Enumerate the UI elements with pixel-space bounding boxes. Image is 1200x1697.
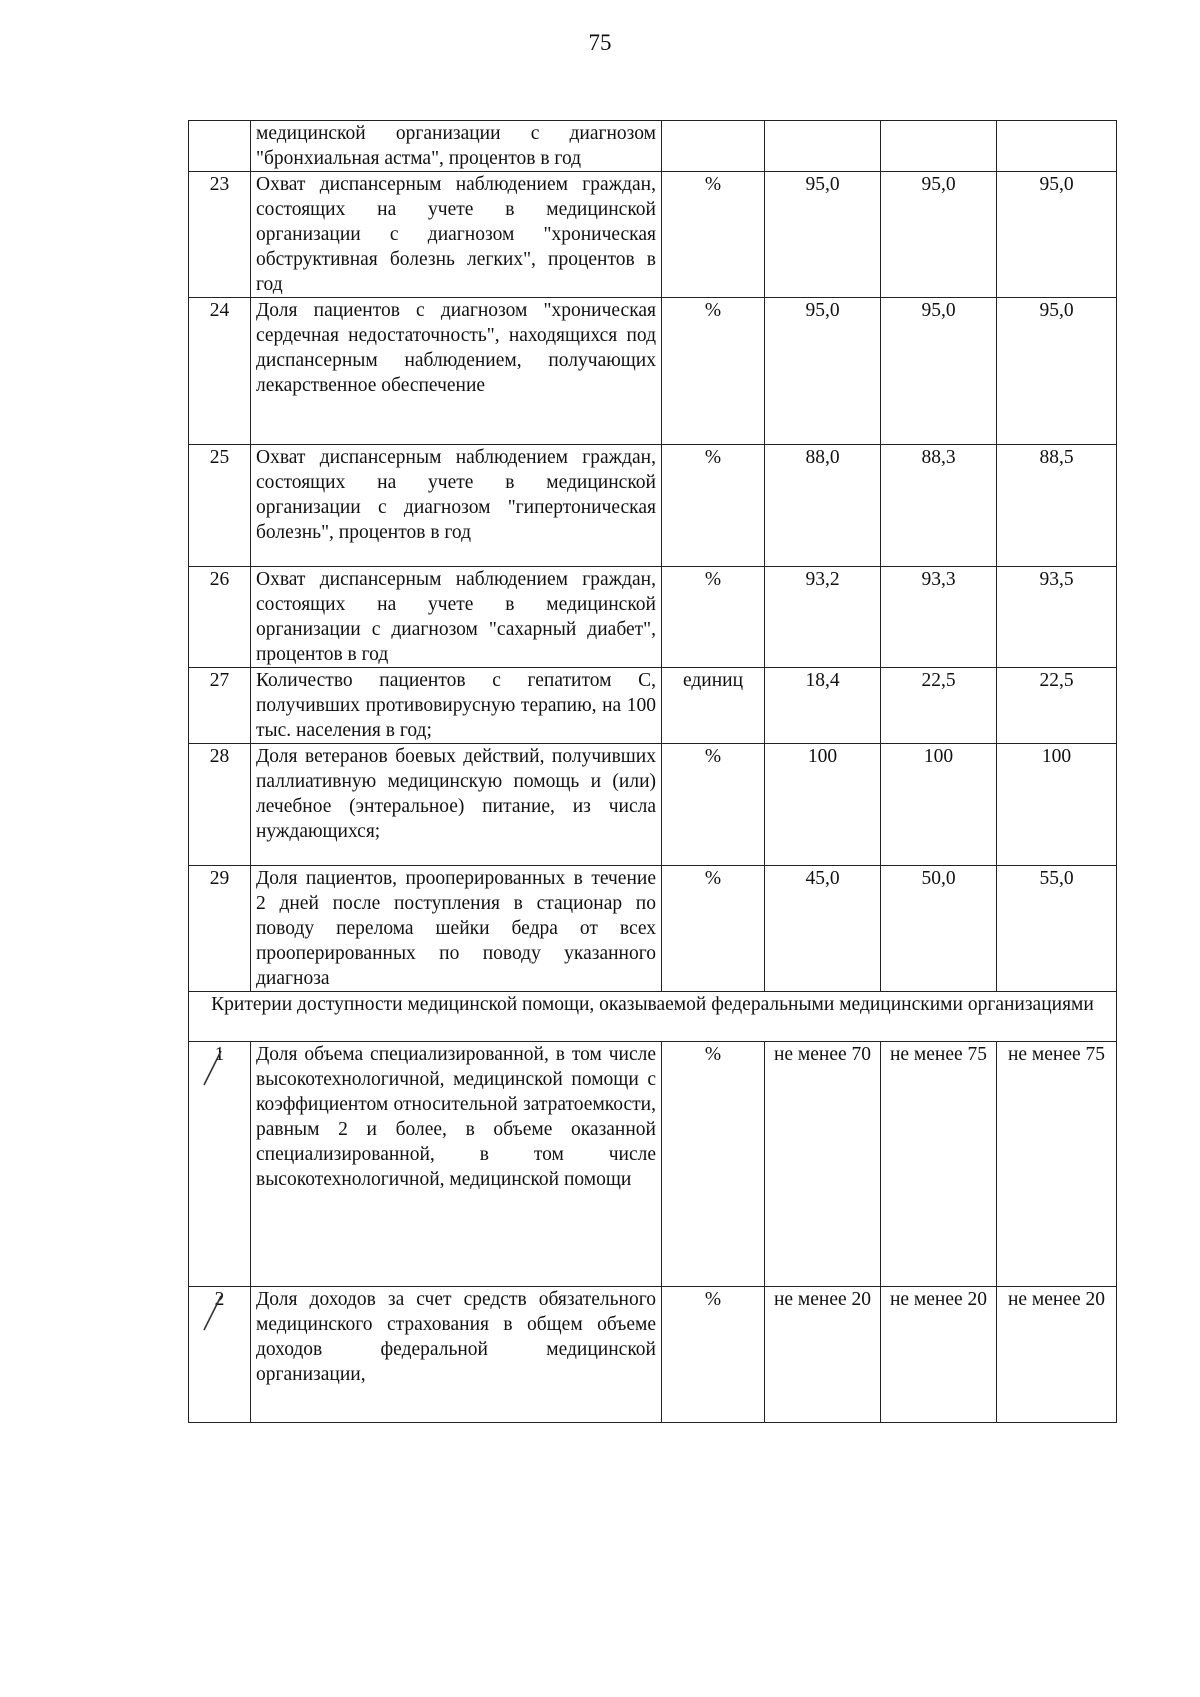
- row-value-3: 100: [997, 744, 1117, 866]
- row-value-3: [997, 121, 1117, 172]
- row-number-cell: [189, 1287, 251, 1423]
- row-value-1: 88,0: [765, 445, 881, 567]
- row-unit: %: [662, 445, 765, 567]
- row-value-1: не менее 20: [765, 1287, 881, 1423]
- row-unit: %: [662, 1042, 765, 1287]
- table-row: [189, 567, 1117, 668]
- row-unit: %: [662, 866, 765, 992]
- page-number: 75: [588, 30, 612, 55]
- row-description: Доля доходов за счет средств обязательного медицинского страхования в общем объеме доходов федеральной медицинской организации,: [251, 1287, 662, 1423]
- row-number: 28: [189, 744, 251, 866]
- table-row: [189, 121, 1117, 172]
- row-unit: единиц: [662, 668, 765, 744]
- row-number-cell: [189, 1042, 251, 1287]
- row-unit: %: [662, 1287, 765, 1423]
- row-value-2: 22,5: [881, 668, 997, 744]
- row-description: Доля пациентов с диагнозом "хроническая сердечная недостаточность", находящихся под диспансерным наблюдением, получающих лекарственное обеспечение: [251, 298, 662, 445]
- row-number: 1: [214, 1044, 225, 1065]
- row-value-2: не менее 75: [881, 1042, 997, 1287]
- row-description: Доля пациентов, прооперированных в течение 2 дней после поступления в стационар по поводу перелома шейки бедра от всех прооперированных по поводу указанного диагноза: [251, 866, 662, 992]
- row-value-2: 100: [881, 744, 997, 866]
- row-value-3: 93,5: [997, 567, 1117, 668]
- row-value-2: 95,0: [881, 298, 997, 445]
- row-value-2: 93,3: [881, 567, 997, 668]
- row-value-2: 95,0: [881, 172, 997, 298]
- handwritten-slash-mark: [201, 1293, 223, 1333]
- row-value-3: 22,5: [997, 668, 1117, 744]
- row-unit: [662, 121, 765, 172]
- row-unit: %: [662, 172, 765, 298]
- row-value-2: 88,3: [881, 445, 997, 567]
- row-description: Охват диспансерным наблюдением граждан, состоящих на учете в медицинской организации с диагнозом "сахарный диабет", процентов в год: [251, 567, 662, 668]
- section-header-row: [189, 992, 1117, 1042]
- row-number: 23: [189, 172, 251, 298]
- row-value-1: 95,0: [765, 298, 881, 445]
- table-row: [189, 1042, 1117, 1287]
- row-number: 25: [189, 445, 251, 567]
- row-number: [189, 121, 251, 172]
- row-number: 2: [214, 1289, 225, 1310]
- row-number: 26: [189, 567, 251, 668]
- row-description: Количество пациентов с гепатитом С, получивших противовирусную терапию, на 100 тыс. населения в год;: [251, 668, 662, 744]
- handwritten-slash-mark: [201, 1048, 223, 1088]
- row-number: 29: [189, 866, 251, 992]
- row-description: Доля ветеранов боевых действий, получивших паллиативную медицинскую помощь и (или) лечебное (энтеральное) питание, из числа нуждающихся;: [251, 744, 662, 866]
- row-description: Охват диспансерным наблюдением граждан, состоящих на учете в медицинской организации с диагнозом "гипертоническая болезнь", процентов в год: [251, 445, 662, 567]
- row-value-2: [881, 121, 997, 172]
- row-description: Охват диспансерным наблюдением граждан, состоящих на учете в медицинской организации с диагнозом "хроническая обструктивная болезнь легких", процентов в год: [251, 172, 662, 298]
- row-value-2: не менее 20: [881, 1287, 997, 1423]
- row-value-1: не менее 70: [765, 1042, 881, 1287]
- row-description: Доля объема специализированной, в том числе высокотехнологичной, медицинской помощи с коэффициентом относительной затратоемкости, равным 2 и более, в объеме оказанной специализированной, в том числе высокотехнологичной, медицинской помощи: [251, 1042, 662, 1287]
- row-value-1: 45,0: [765, 866, 881, 992]
- row-value-3: не менее 75: [997, 1042, 1117, 1287]
- row-description: медицинской организации с диагнозом "бронхиальная астма", процентов в год: [251, 121, 662, 172]
- row-value-3: 95,0: [997, 298, 1117, 445]
- row-value-3: 55,0: [997, 866, 1117, 992]
- row-value-2: 50,0: [881, 866, 997, 992]
- table-row: [189, 298, 1117, 445]
- section-title: Критерии доступности медицинской помощи, оказываемой федеральными медицинскими организациями: [189, 992, 1117, 1042]
- table-row: [189, 744, 1117, 866]
- row-value-3: не менее 20: [997, 1287, 1117, 1423]
- row-number: 24: [189, 298, 251, 445]
- row-value-1: 18,4: [765, 668, 881, 744]
- row-unit: %: [662, 567, 765, 668]
- row-value-1: [765, 121, 881, 172]
- table-row: [189, 668, 1117, 744]
- table-row: [189, 1287, 1117, 1423]
- row-value-3: 95,0: [997, 172, 1117, 298]
- row-number: 27: [189, 668, 251, 744]
- row-unit: %: [662, 744, 765, 866]
- table-row: [189, 866, 1117, 992]
- row-value-1: 95,0: [765, 172, 881, 298]
- row-value-1: 100: [765, 744, 881, 866]
- row-unit: %: [662, 298, 765, 445]
- row-value-1: 93,2: [765, 567, 881, 668]
- indicators-table: [188, 120, 1117, 1423]
- row-value-3: 88,5: [997, 445, 1117, 567]
- table-row: [189, 172, 1117, 298]
- table-row: [189, 445, 1117, 567]
